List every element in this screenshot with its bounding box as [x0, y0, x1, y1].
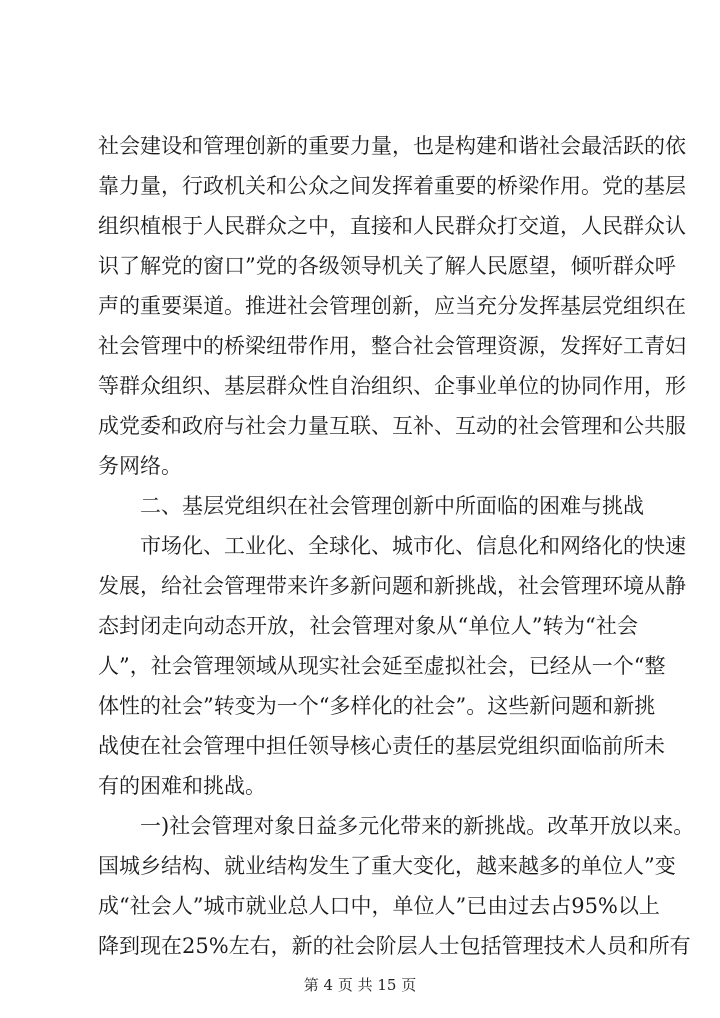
- text-line: 体性的社会”转变为一个“多样化的社会”。这些新问题和新挑: [98, 694, 656, 718]
- text-line: 有的困难和挑战。: [98, 774, 266, 798]
- text-line: 靠力量，行政机关和公众之间发挥着重要的桥梁作用。党的基层: [98, 174, 686, 198]
- text-line: 市场化、工业化、全球化、城市化、信息化和网络化的快速: [140, 534, 686, 558]
- text-line: 人”，社会管理领域从现实社会延至虚拟社会，已经从一个“整: [98, 654, 666, 678]
- text-line: 成“社会人”城市就业总人口中，单位人”已由过去占95%以上: [98, 894, 660, 918]
- section-heading: 二、基层党组织在社会管理创新中所面临的困难与挑战: [140, 494, 644, 518]
- text-line: 组织植根于人民群众之中，直接和人民群众打交道，人民群众认: [98, 214, 686, 238]
- text-line: 降到现在25%左右，新的社会阶层人士包括管理技术人员和所有: [98, 934, 691, 958]
- text-line: 战使在社会管理中担任领导核心责任的基层党组织面临前所未: [98, 734, 665, 758]
- text-line: 国城乡结构、就业结构发生了重大变化，越来越多的单位人”变: [98, 854, 676, 878]
- text-line: 态封闭走向动态开放，社会管理对象从“单位人”转为“社会: [98, 614, 638, 638]
- text-line: 社会建设和管理创新的重要力量，也是构建和谐社会最活跃的依: [98, 134, 686, 158]
- text-line: 成党委和政府与社会力量互联、互补、互动的社会管理和公共服: [98, 414, 686, 438]
- text-line: 等群众组织、基层群众性自治组织、企事业单位的协同作用，形: [98, 374, 686, 398]
- text-line: 一)社会管理对象日益多元化带来的新挑战。改革开放以来。: [140, 814, 695, 838]
- page-footer: 第 4 页 共 15 页: [303, 976, 417, 994]
- text-line: 务网络。: [98, 454, 182, 478]
- text-line: 社会管理中的桥梁纽带作用，整合社会管理资源，发挥好工青妇: [98, 334, 686, 358]
- text-line: 发展，给社会管理带来许多新问题和新挑战，社会管理环境从静: [98, 574, 686, 598]
- text-line: 识了解党的窗口”党的各级领导机关了解人民愿望，倾听群众呼: [98, 254, 676, 278]
- text-line: 声的重要渠道。推进社会管理创新，应当充分发挥基层党组织在: [98, 294, 686, 318]
